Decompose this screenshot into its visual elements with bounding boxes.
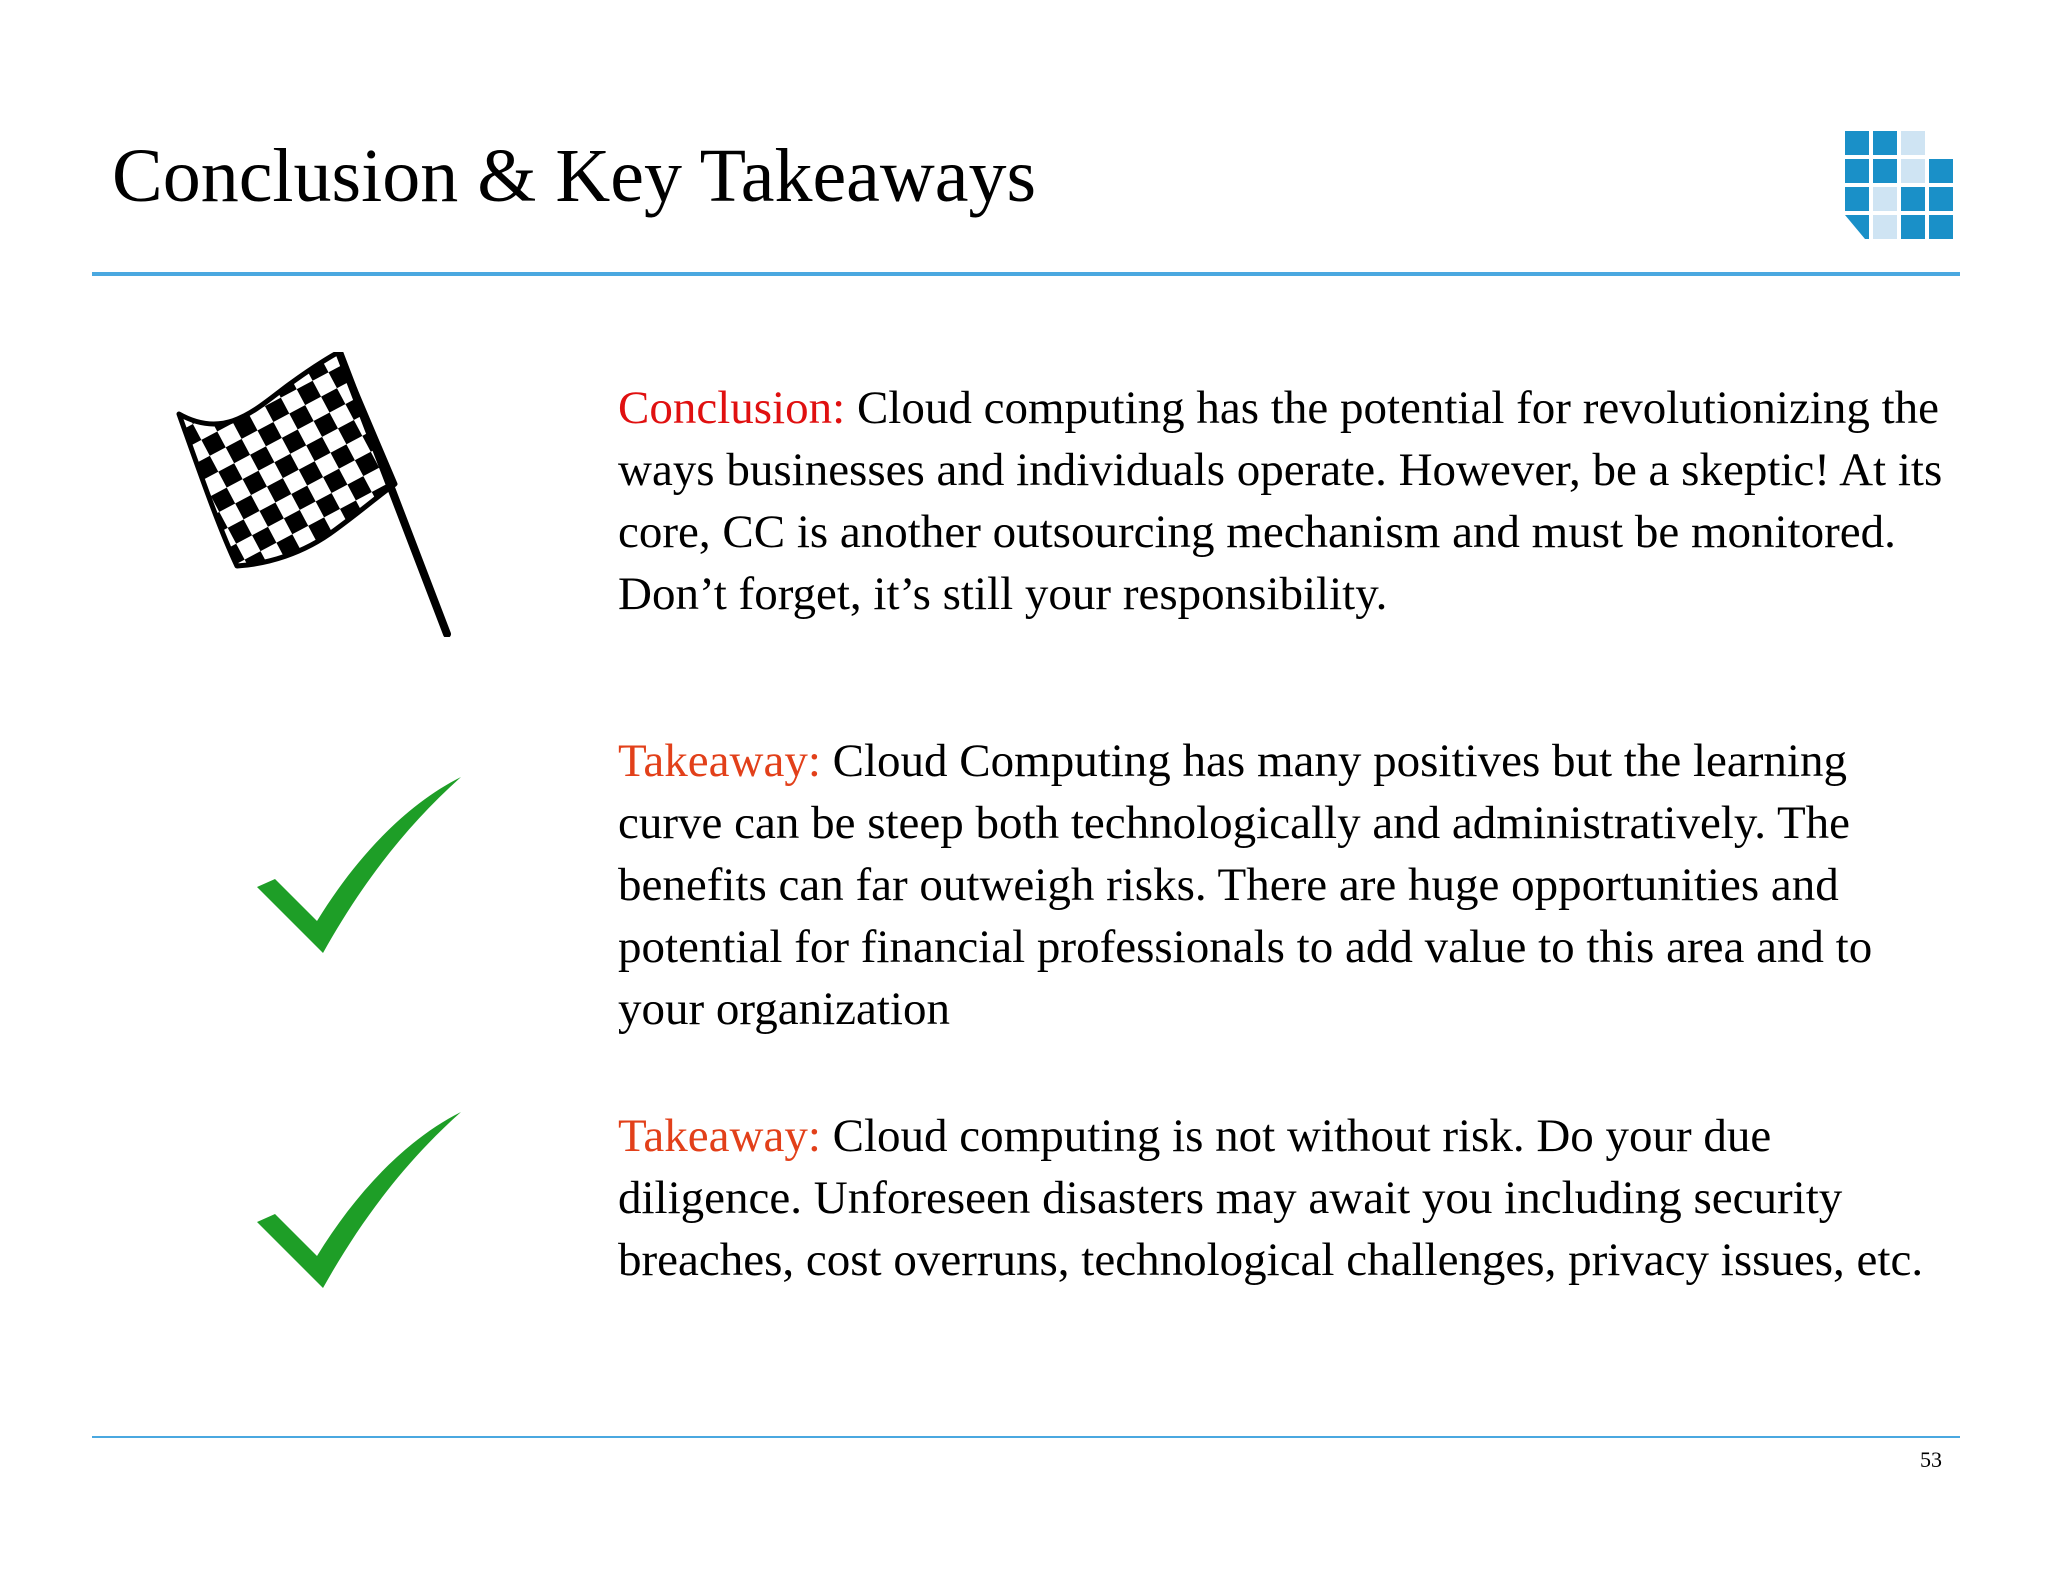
slide-title: Conclusion & Key Takeaways xyxy=(112,134,1037,218)
checkmark-icon xyxy=(255,1110,465,1290)
company-logo-icon xyxy=(1845,131,1953,241)
conclusion-label: Conclusion: xyxy=(618,382,846,434)
takeaway-paragraph-2 xyxy=(618,1105,1943,1291)
header-divider xyxy=(92,272,1960,276)
conclusion-text: Cloud computing has the potential for revolutionizing the ways businesses and individuals operate. However, be a skeptic! At its core, CC is another outsourcing mechanism and must be monitored. Don’t forget, it’s still your responsibility. xyxy=(618,382,1943,620)
page-number: 53 xyxy=(1920,1447,1942,1472)
takeaway-label-2: Takeaway: xyxy=(618,1110,821,1162)
conclusion-paragraph xyxy=(618,377,1943,625)
takeaway-label-1: Takeaway: xyxy=(618,735,821,787)
checkmark-icon xyxy=(255,775,465,955)
checkered-flag-icon xyxy=(175,352,455,637)
footer-divider xyxy=(92,1436,1960,1438)
takeaway-text-2: Cloud computing is not without risk. Do your due diligence. Unforeseen disasters may await you including security breaches, cost overruns, technological challenges, privacy issues, etc. xyxy=(618,1110,1924,1286)
takeaway-text-1: Cloud Computing has many positives but the learning curve can be steep both technologically and administratively. The benefits can far outweigh risks. There are huge opportunities and potential for financial professionals to add value to this area and to your organization xyxy=(618,735,1873,1035)
takeaway-paragraph-1 xyxy=(618,730,1943,1040)
